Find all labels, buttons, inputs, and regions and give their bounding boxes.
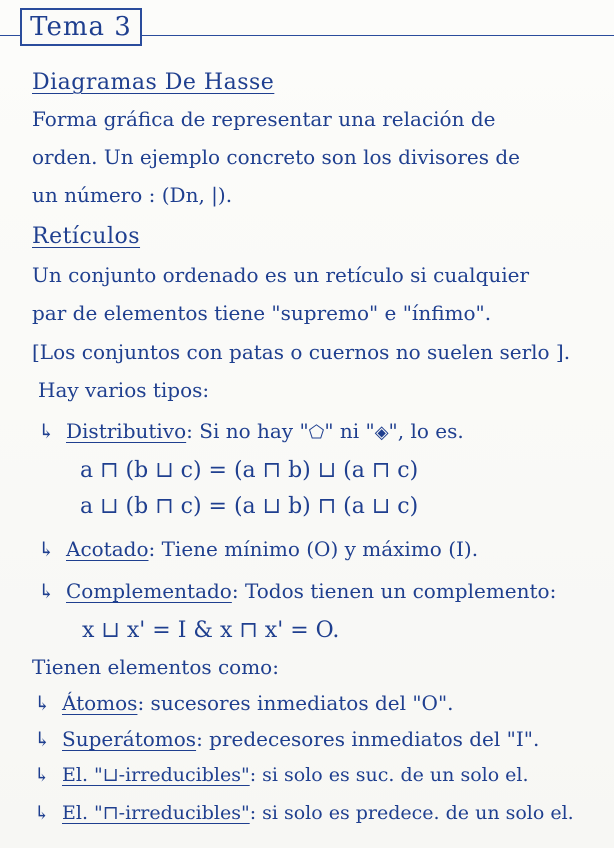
atomos-label: Átomos bbox=[62, 691, 138, 715]
acotado-text: : Tiene mínimo (O) y máximo (I). bbox=[148, 537, 479, 561]
reticulos-line-4: Hay varios tipos: bbox=[38, 378, 210, 402]
sup-irreducibles-row bbox=[34, 762, 529, 788]
inf-irreducibles-text: : si solo es predece. de un solo el. bbox=[249, 802, 574, 824]
elementos-intro: Tienen elementos como: bbox=[32, 655, 279, 679]
distributivo-text-1: : Si no hay " bbox=[186, 419, 309, 443]
superatomos-label: Superátomos bbox=[62, 727, 197, 751]
complementado-formula: x ⊔ x' = I & x ⊓ x' = O. bbox=[82, 618, 340, 643]
distributivo-formula-2: a ⊔ (b ⊓ c) = (a ⊔ b) ⊓ (a ⊔ c) bbox=[80, 494, 419, 519]
distributivo-formula-1: a ⊓ (b ⊔ c) = (a ⊓ b) ⊔ (a ⊓ c) bbox=[80, 458, 419, 483]
superatomos-row bbox=[34, 726, 539, 752]
sup-irreducibles-label: El. "⊔-irreducibles" bbox=[62, 764, 250, 786]
atomos-row bbox=[34, 690, 454, 716]
acotado-label: Acotado bbox=[66, 537, 149, 561]
reticulos-line-1: Un conjunto ordenado es un retículo si cualquier bbox=[32, 263, 530, 287]
inf-irreducibles-row bbox=[34, 800, 574, 826]
pentagon-lattice-icon: ⬠ bbox=[308, 422, 325, 443]
hasse-line-2: orden. Un ejemplo concreto son los divisores de bbox=[32, 145, 520, 169]
reticulos-line-3: [Los conjuntos con patas o cuernos no suelen serlo ]. bbox=[32, 340, 571, 364]
distributivo-text-2: " ni " bbox=[324, 419, 375, 443]
reticulos-heading: Retículos bbox=[32, 224, 141, 249]
page-title: Tema 3 bbox=[30, 12, 132, 42]
complementado-text: : Todos tienen un complemento: bbox=[231, 579, 557, 603]
arrow-icon: ↳ bbox=[34, 802, 50, 824]
distributivo-row bbox=[38, 418, 464, 446]
hasse-heading: Diagramas De Hasse bbox=[32, 70, 275, 95]
title-box bbox=[20, 8, 142, 46]
complementado-row bbox=[38, 578, 556, 604]
hasse-line-3: un número : (Dn, |). bbox=[32, 183, 233, 207]
atomos-text: : sucesores inmediatos del "O". bbox=[137, 691, 454, 715]
arrow-icon: ↳ bbox=[38, 579, 55, 603]
reticulos-line-2: par de elementos tiene "supremo" e "ínfimo". bbox=[32, 301, 492, 325]
acotado-row bbox=[38, 536, 478, 562]
inf-irreducibles-label: El. "⊓-irreducibles" bbox=[62, 802, 250, 824]
superatomos-text: : predecesores inmediatos del "I". bbox=[196, 727, 540, 751]
arrow-icon: ↳ bbox=[34, 727, 51, 751]
complementado-label: Complementado bbox=[66, 579, 232, 603]
distributivo-text-3: ", lo es. bbox=[388, 419, 464, 443]
diamond-lattice-icon: ◈ bbox=[374, 422, 389, 443]
sup-irreducibles-text: : si solo es suc. de un solo el. bbox=[249, 764, 529, 786]
arrow-icon: ↳ bbox=[38, 537, 55, 561]
distributivo-label: Distributivo bbox=[66, 419, 187, 443]
hasse-line-1: Forma gráfica de representar una relación de bbox=[32, 107, 496, 131]
arrow-icon: ↳ bbox=[34, 691, 51, 715]
arrow-icon: ↳ bbox=[34, 764, 50, 786]
arrow-icon: ↳ bbox=[38, 419, 55, 443]
